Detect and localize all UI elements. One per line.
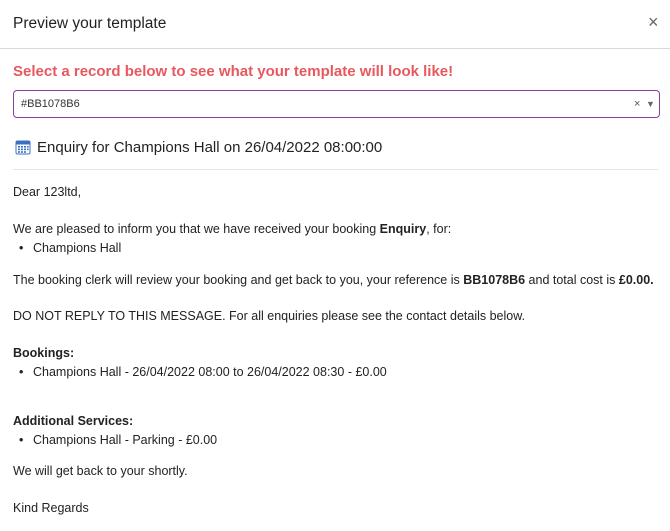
- review-middle: and total cost is: [525, 273, 619, 287]
- calendar-icon: [15, 139, 31, 155]
- record-select-value: #BB1078B6: [21, 98, 80, 110]
- record-select[interactable]: [13, 90, 660, 118]
- intro-text: We are pleased to inform you that we have received your booking: [13, 222, 380, 236]
- booking-list-item: • Champions Hall - 26/04/2022 08:00 to 26/04/2022 08:30 - £0.00: [33, 365, 387, 379]
- email-review: [13, 273, 654, 287]
- email-greeting: Dear 123ltd,: [13, 185, 82, 199]
- email-intro: [13, 222, 451, 236]
- no-reply-notice: DO NOT REPLY TO THIS MESSAGE. For all enquiries please see the contact details below.: [13, 309, 526, 323]
- total-cost: £0.00.: [618, 273, 654, 287]
- dialog-header: [0, 0, 670, 49]
- booking-reference: BB1078B6: [463, 273, 526, 287]
- divider: [13, 169, 658, 170]
- instruction-text: Select a record below to see what your template will look like!: [13, 63, 454, 80]
- close-icon[interactable]: ×: [648, 12, 659, 32]
- venue-list-item: • Champions Hall: [33, 241, 121, 255]
- signoff-text: Kind Regards: [13, 501, 89, 515]
- service-list-item: • Champions Hall - Parking - £0.00: [33, 433, 217, 447]
- bookings-heading: Bookings:: [13, 346, 75, 360]
- followup-text: We will get back to your shortly.: [13, 464, 188, 478]
- booking-type: Enquiry: [379, 222, 427, 236]
- services-heading: Additional Services:: [13, 414, 134, 428]
- clear-icon[interactable]: ×: [634, 98, 641, 110]
- review-text: The booking clerk will review your booking and get back to you, your reference is: [13, 273, 464, 287]
- intro-suffix: , for:: [426, 222, 452, 236]
- dialog-title: Preview your template: [13, 15, 167, 32]
- chevron-down-icon[interactable]: ▼: [646, 99, 655, 109]
- email-subject: Enquiry for Champions Hall on 26/04/2022 08:00:00: [37, 139, 383, 156]
